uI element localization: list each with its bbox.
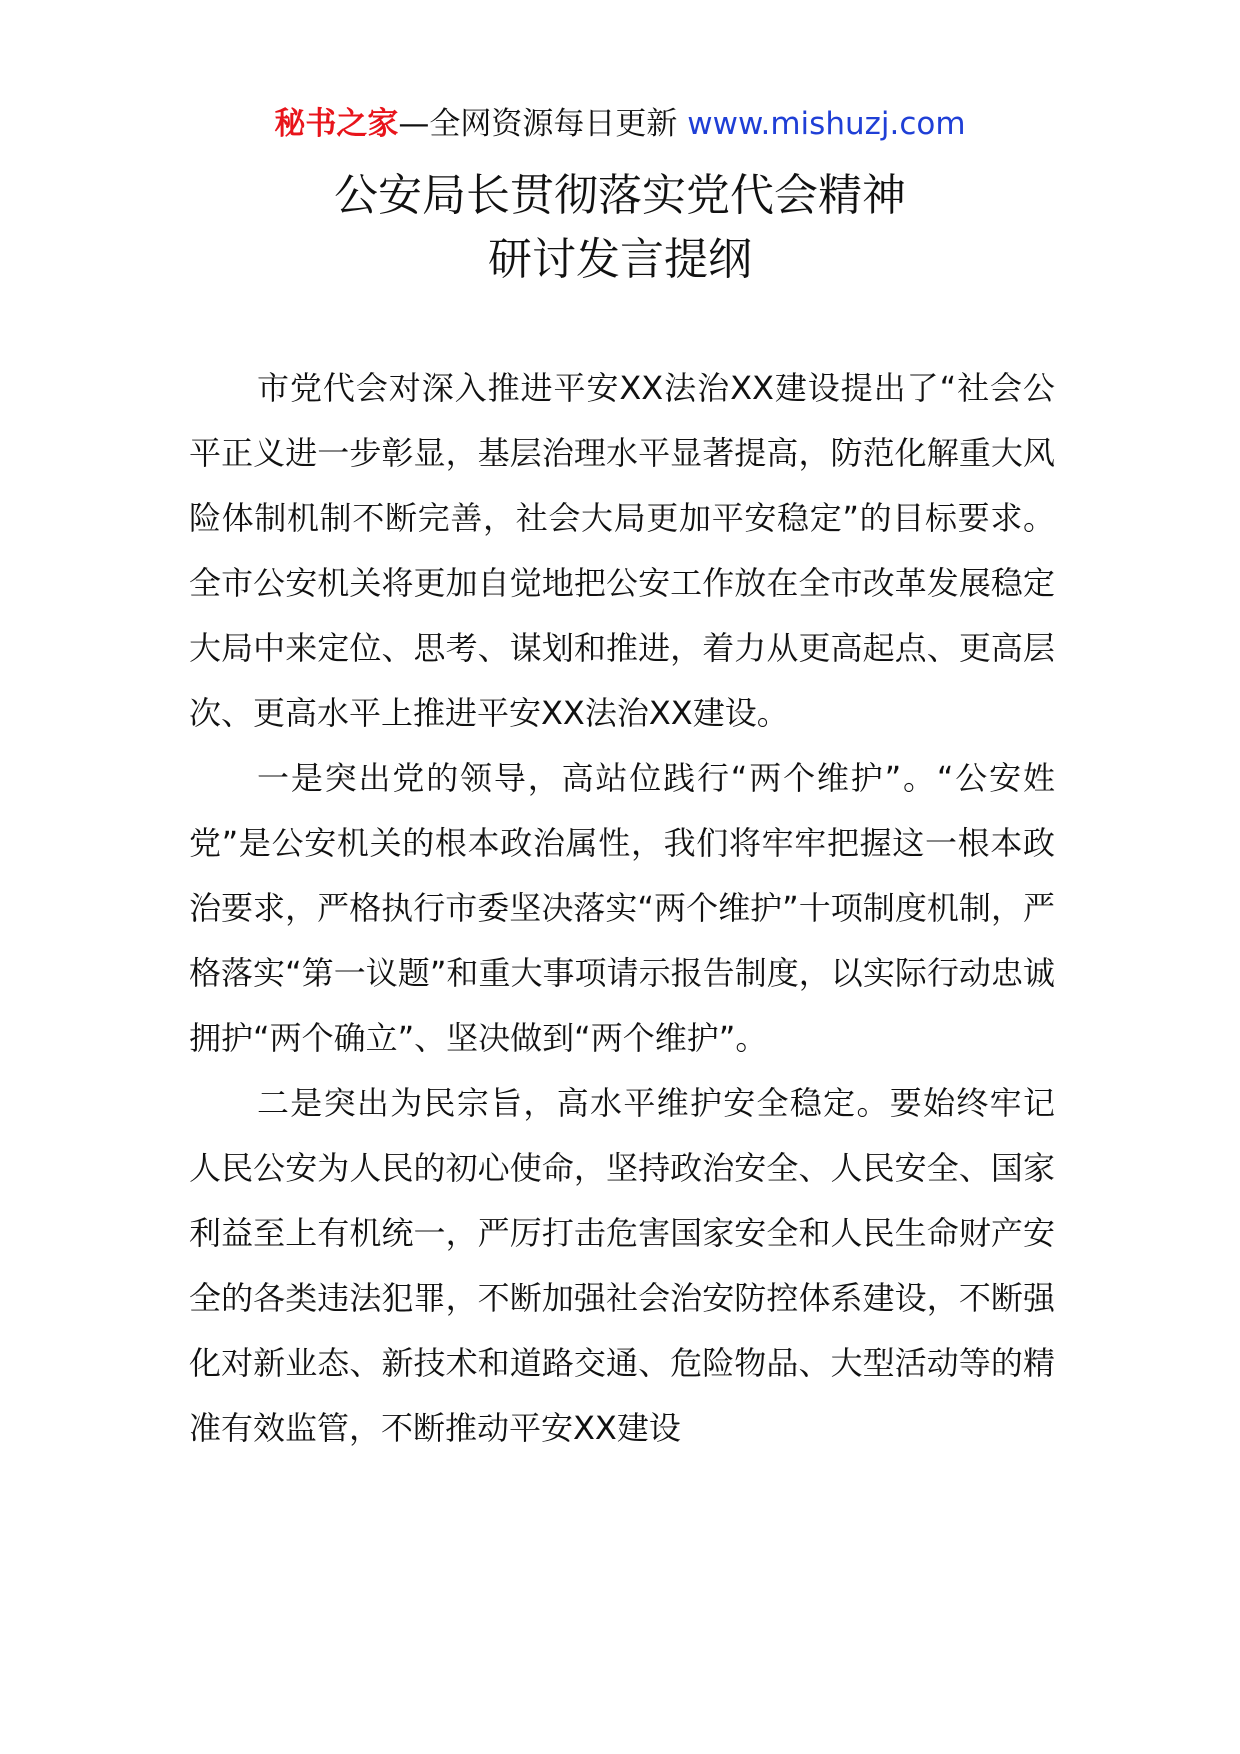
site-header <box>0 104 1240 144</box>
paragraph-lead: 二是突出为民宗旨，高水平维护安全稳定。 <box>257 1084 890 1122</box>
document-body <box>189 356 1055 1461</box>
site-url-link[interactable]: www.mishuzj.com <box>687 106 966 142</box>
document-title-line-2: 研讨发言提纲 <box>488 234 752 285</box>
paragraph-lead: 一是突出党的领导，高站位践行“两个维护”。 <box>257 759 937 797</box>
document-title-line-1: 公安局长贯彻落实党代会精神 <box>334 170 906 221</box>
paragraph-text: “公安姓党”是公安机关的根本政治属性，我们将牢牢把握这一根本政治要求，严格执行市委坚决落实“两个维护”十项制度机制，严格落实“第一议题”和重大事项请示报告制度，以实际行动忠诚拥护“两个确立”、坚决做到“两个维护”。 <box>189 759 1055 1057</box>
paragraph-text: 市党代会对深入推进平安XX法治XX建设提出了“社会公平正义进一步彰显，基层治理水平显著提高，防范化解重大风险体制机制不断完善，社会大局更加平安稳定”的目标要求。全市公安机关将更加自觉地把公安工作放在全市改革发展稳定大局中来定位、思考、谋划和推进，着力从更高起点、更高层次、更高水平上推进平安XX法治XX建设。 <box>189 369 1055 732</box>
paragraph-point-1 <box>189 746 1055 1071</box>
header-tagline: —全网资源每日更新 <box>398 106 688 142</box>
paragraph-intro <box>189 356 1055 746</box>
paragraph-point-2 <box>189 1071 1055 1461</box>
brand-name: 秘书之家 <box>274 106 399 142</box>
paragraph-text: 要始终牢记人民公安为人民的初心使命，坚持政治安全、人民安全、国家利益至上有机统一，严厉打击危害国家安全和人民生命财产安全的各类违法犯罪，不断加强社会治安防控体系建设，不断强化对新业态、新技术和道路交通、危险物品、大型活动等的精准有效监管，不断推动平安XX建设 <box>189 1084 1055 1447</box>
